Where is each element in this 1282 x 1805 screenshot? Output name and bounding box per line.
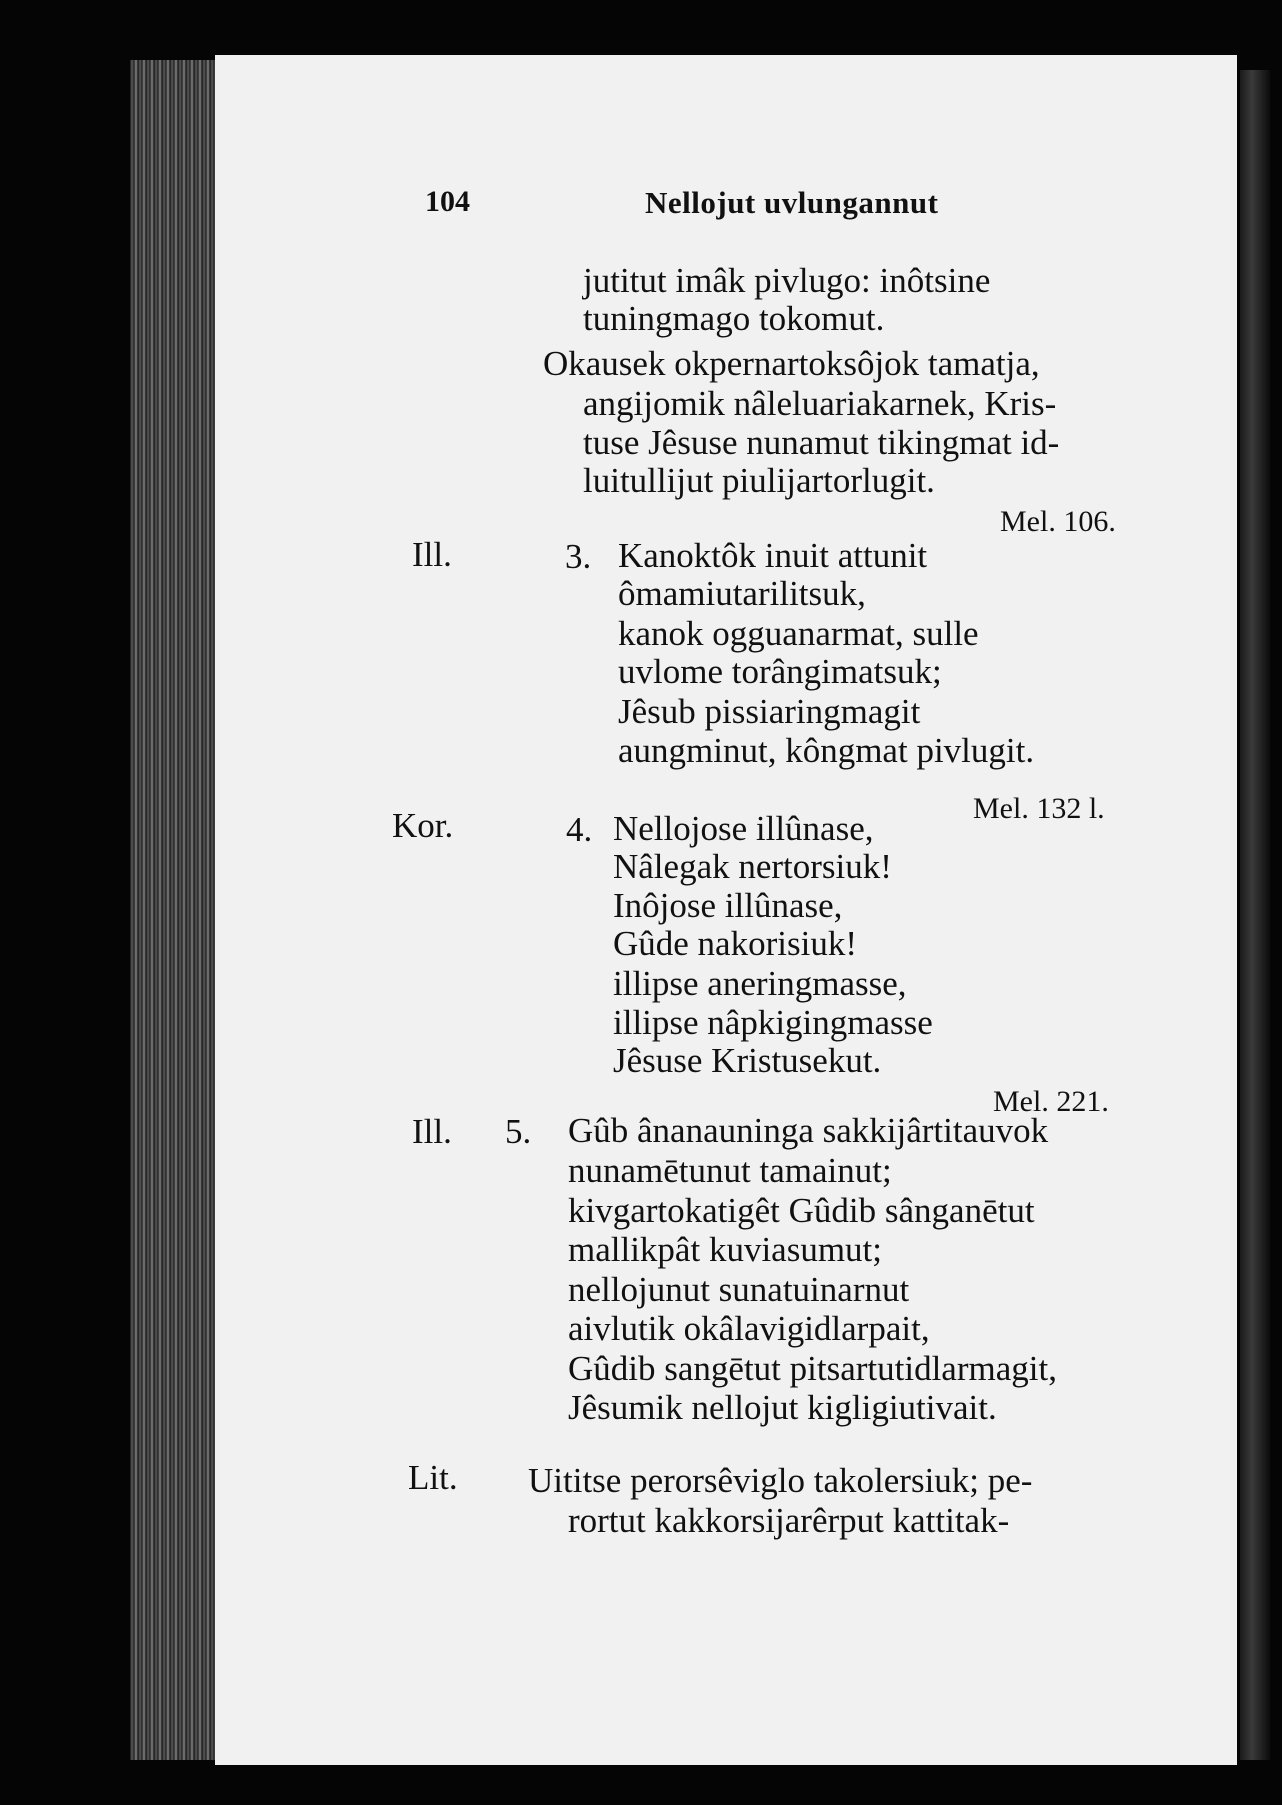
verse-line: Nellojose illûnase, [613,809,874,848]
verse-line: illipse aneringmasse, [613,964,907,1003]
intro-line: Okausek okpernartoksôjok tamatja, [543,344,1040,383]
verse-number: 3. [565,537,592,576]
page-title: Nellojut uvlungannut [645,185,939,220]
verse-label: Kor. [392,806,454,845]
verse-line: aungminut, kôngmat pivlugit. [618,731,1035,770]
verse-line: nunamētunut tamainut; [568,1151,892,1190]
verse-line: Gûde nakorisiuk! [613,924,857,963]
melody-ref: Mel. 132 l. [973,792,1105,825]
verse-line: uvlome torângimatsuk; [618,652,942,691]
verse-label: Ill. [412,1112,452,1151]
page-edge [1240,70,1270,1760]
litany-line: Uititse perorsêviglo takolersiuk; pe- [528,1461,1033,1500]
verse-line: mallikpât kuviasumut; [568,1230,882,1269]
verse-line: Jêsumik nellojut kigligiutivait. [568,1388,997,1427]
melody-ref: Mel. 221. [993,1085,1109,1118]
verse-line: Gûb ânanauninga sakkijârtitauvok [568,1111,1049,1150]
verse-line: Inôjose illûnase, [613,886,843,925]
verse-line: Jêsub pissiaringmagit [618,692,921,731]
melody-ref: Mel. 106. [1000,505,1116,538]
verse-label: Ill. [412,535,452,574]
verse-line: kanok ogguanarmat, sulle [618,614,979,653]
intro-line: tuse Jêsuse nunamut tikingmat id- [583,423,1060,462]
page-number: 104 [425,185,470,218]
verse-line: Jêsuse Kristusekut. [613,1041,882,1080]
verse-line: ômamiutarilitsuk, [618,574,866,613]
verse-number: 4. [566,810,593,849]
verse-line: Kanoktôk inuit attunit [618,536,928,575]
intro-line: luitullijut piulijartorlugit. [583,461,935,500]
verse-line: nellojunut sunatuinarnut [568,1270,910,1309]
litany-line: rortut kakkorsijarêrput kattitak- [568,1501,1010,1540]
verse-line: Nâlegak nertorsiuk! [613,847,892,886]
intro-line: tuningmago tokomut. [583,299,885,338]
verse-line: kivgartokatigêt Gûdib sânganētut [568,1191,1035,1230]
verse-line: Gûdib sangētut pitsartutidlarmagit, [568,1349,1057,1388]
book-binding [130,60,225,1760]
verse-number: 5. [505,1112,532,1151]
verse-line: aivlutik okâlavigidlarpait, [568,1309,930,1348]
verse-label: Lit. [408,1458,458,1497]
verse-line: illipse nâpkigingmasse [613,1003,933,1042]
intro-line: angijomik nâleluariakarnek, Kris- [583,384,1057,423]
intro-line: jutitut imâk pivlugo: inôtsine [583,261,991,300]
